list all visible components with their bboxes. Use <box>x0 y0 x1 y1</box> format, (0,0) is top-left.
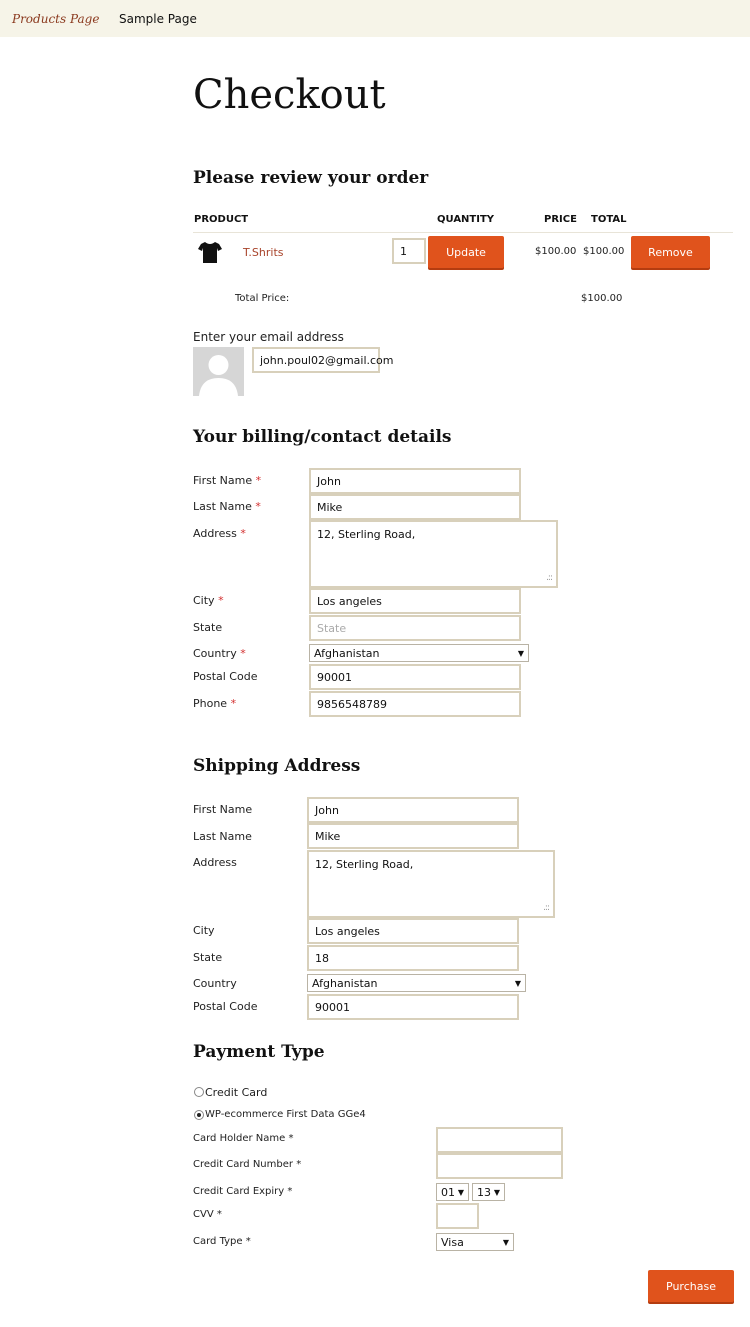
cvv-label: CVV * <box>193 1209 222 1220</box>
shipping-first-name-label: First Name <box>193 803 253 816</box>
expiry-year-value: 13 <box>477 1185 491 1199</box>
shipping-state-label: State <box>193 951 223 964</box>
tshirt-thumbnail <box>197 240 223 264</box>
col-price: PRICE <box>544 214 577 225</box>
item-price: $100.00 <box>535 246 577 257</box>
billing-state-label: State <box>193 621 223 634</box>
card-number-input[interactable] <box>436 1153 563 1179</box>
chevron-down-icon: ▼ <box>502 1237 509 1247</box>
billing-address-text: 12, Sterling Road, <box>317 528 416 541</box>
shipping-country-select[interactable] <box>307 974 526 992</box>
remove-button[interactable]: Remove <box>631 236 710 268</box>
card-type-select[interactable] <box>436 1233 514 1251</box>
billing-country-value: Afghanistan <box>314 646 380 660</box>
shipping-city-label: City <box>193 924 215 937</box>
billing-postal-input[interactable]: 90001 <box>309 664 521 690</box>
email-input[interactable]: john.poul02@gmail.com <box>252 347 380 373</box>
billing-phone-label: Phone * <box>193 697 237 710</box>
card-holder-input[interactable] <box>436 1127 563 1153</box>
shipping-country-value: Afghanistan <box>312 976 378 990</box>
radio-credit-card[interactable] <box>194 1087 204 1097</box>
chevron-down-icon: ▼ <box>493 1187 500 1197</box>
billing-heading: Your billing/contact details <box>193 427 452 447</box>
chevron-down-icon: ▼ <box>457 1187 464 1197</box>
billing-postal-label: Postal Code <box>193 670 258 683</box>
billing-phone-input[interactable]: 9856548789 <box>309 691 521 717</box>
billing-last-name-label: Last Name * <box>193 500 261 513</box>
shipping-country-label: Country <box>193 977 237 990</box>
shipping-heading: Shipping Address <box>193 756 361 776</box>
shipping-address-label: Address <box>193 856 237 869</box>
card-holder-label: Card Holder Name * <box>193 1133 294 1144</box>
card-type-label: Card Type * <box>193 1236 251 1247</box>
shipping-address-text: 12, Sterling Road, <box>315 858 414 871</box>
page-title: Checkout <box>193 72 386 118</box>
item-total: $100.00 <box>583 246 625 257</box>
billing-country-select[interactable] <box>309 644 529 662</box>
billing-first-name-label: First Name * <box>193 474 262 487</box>
shipping-address-textarea[interactable] <box>307 850 555 918</box>
table-divider <box>193 232 733 233</box>
billing-address-textarea[interactable] <box>309 520 558 588</box>
shipping-city-input[interactable]: Los angeles <box>307 918 519 944</box>
card-type-value: Visa <box>441 1235 464 1249</box>
col-total: TOTAL <box>591 214 627 225</box>
card-number-label: Credit Card Number * <box>193 1159 302 1170</box>
shipping-state-input[interactable]: 18 <box>307 945 519 971</box>
radio-wp-ecommerce[interactable] <box>194 1110 204 1120</box>
card-expiry-label: Credit Card Expiry * <box>193 1186 293 1197</box>
cvv-input[interactable] <box>436 1203 479 1229</box>
expiry-month-value: 01 <box>441 1185 455 1199</box>
expiry-year-select[interactable] <box>472 1183 505 1201</box>
billing-city-input[interactable]: Los angeles <box>309 588 521 614</box>
billing-last-name-input[interactable]: Mike <box>309 494 521 520</box>
purchase-button[interactable]: Purchase <box>648 1270 734 1302</box>
shipping-last-name-label: Last Name <box>193 830 252 843</box>
wp-ecommerce-option-label[interactable]: WP-ecommerce First Data GGe4 <box>205 1109 366 1120</box>
col-quantity: QUANTITY <box>437 214 495 225</box>
nav-products-page[interactable]: Products Page <box>12 12 100 26</box>
shipping-first-name-input[interactable]: John <box>307 797 519 823</box>
email-label: Enter your email address <box>193 330 344 344</box>
chevron-down-icon: ▼ <box>517 648 524 658</box>
col-product: PRODUCT <box>194 214 249 225</box>
expiry-month-select[interactable] <box>436 1183 469 1201</box>
payment-heading: Payment Type <box>193 1042 325 1062</box>
credit-card-option-label[interactable]: Credit Card <box>205 1086 268 1099</box>
top-nav <box>0 0 750 37</box>
billing-city-label: City * <box>193 594 224 607</box>
resize-grip-icon[interactable]: .:: <box>546 573 552 583</box>
quantity-input[interactable]: 1 <box>392 238 426 264</box>
shipping-last-name-input[interactable]: Mike <box>307 823 519 849</box>
update-button[interactable]: Update <box>428 236 504 268</box>
product-link[interactable]: T.Shrits <box>243 246 284 259</box>
review-heading: Please review your order <box>193 168 429 188</box>
billing-first-name-input[interactable]: John <box>309 468 521 494</box>
total-price-label: Total Price: <box>235 293 290 304</box>
billing-state-input[interactable]: State <box>309 615 521 641</box>
nav-sample-page[interactable]: Sample Page <box>119 12 197 26</box>
billing-country-label: Country * <box>193 647 246 660</box>
resize-grip-icon[interactable]: .:: <box>543 903 549 913</box>
shipping-postal-input[interactable]: 90001 <box>307 994 519 1020</box>
chevron-down-icon: ▼ <box>514 978 521 988</box>
shipping-postal-label: Postal Code <box>193 1000 258 1013</box>
total-price-value: $100.00 <box>581 293 623 304</box>
avatar <box>193 347 244 396</box>
billing-address-label: Address * <box>193 527 246 540</box>
